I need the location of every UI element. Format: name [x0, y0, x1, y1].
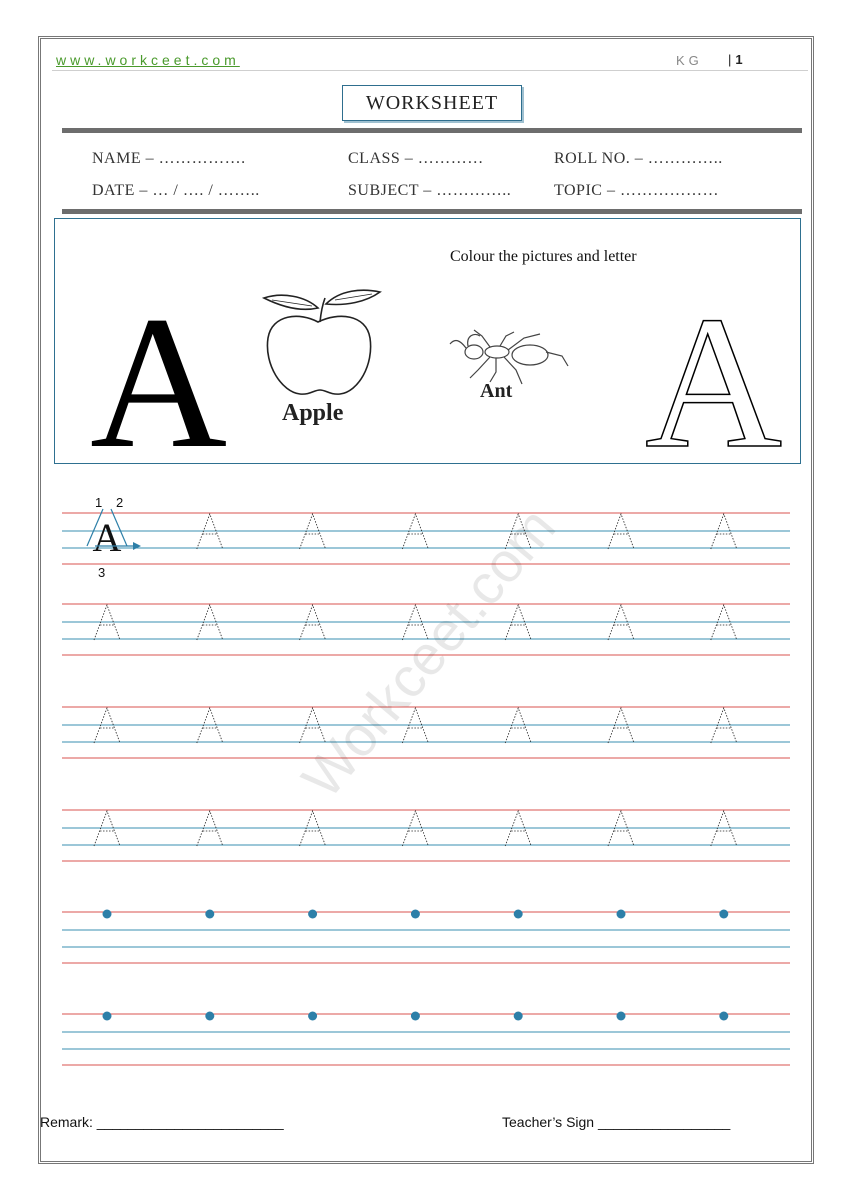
stroke-number-3: 3: [98, 565, 106, 580]
outline-letter[interactable]: A: [645, 278, 783, 488]
start-dot: [308, 1012, 317, 1021]
model-letter: A: [92, 515, 122, 560]
remark-line[interactable]: Remark: ________________________: [40, 1114, 284, 1130]
big-letter: A: [90, 278, 228, 488]
page-number: | 1: [728, 52, 743, 67]
page-number-value: 1: [735, 52, 743, 67]
name-field[interactable]: NAME – …………….: [92, 150, 246, 167]
start-dot: [103, 910, 112, 919]
start-dot: [719, 910, 728, 919]
stroke-number-1: 1: [95, 495, 103, 510]
subject-field[interactable]: SUBJECT – …………..: [348, 182, 512, 199]
site-url[interactable]: www.workceet.com: [56, 52, 240, 68]
roll-field[interactable]: ROLL NO. – …………..: [554, 150, 723, 167]
stroke-number-2: 2: [116, 495, 124, 510]
start-dot: [617, 910, 626, 919]
date-field[interactable]: DATE – … / …. / ……..: [92, 182, 260, 199]
teacher-sign-line[interactable]: Teacher’s Sign _________________: [502, 1114, 731, 1130]
start-dot: [514, 1012, 523, 1021]
instruction-text: Colour the pictures and letter: [450, 248, 637, 265]
watermark: Workceet.com: [289, 495, 568, 810]
topic-field[interactable]: TOPIC – ………………: [554, 182, 719, 199]
stroke-arrowhead: [133, 542, 141, 550]
start-dot: [205, 910, 214, 919]
start-dot: [514, 910, 523, 919]
start-dot: [719, 1012, 728, 1021]
class-field[interactable]: CLASS – …………: [348, 150, 484, 167]
start-dot: [205, 1012, 214, 1021]
apple-label: Apple: [282, 400, 344, 426]
worksheet-title: WORKSHEET: [342, 85, 522, 121]
start-dot: [617, 1012, 626, 1021]
start-dot: [411, 1012, 420, 1021]
start-dot: [103, 1012, 112, 1021]
start-dot: [411, 910, 420, 919]
grade-label: KG: [676, 53, 703, 68]
start-dot: [308, 910, 317, 919]
ant-label: Ant: [480, 380, 513, 402]
